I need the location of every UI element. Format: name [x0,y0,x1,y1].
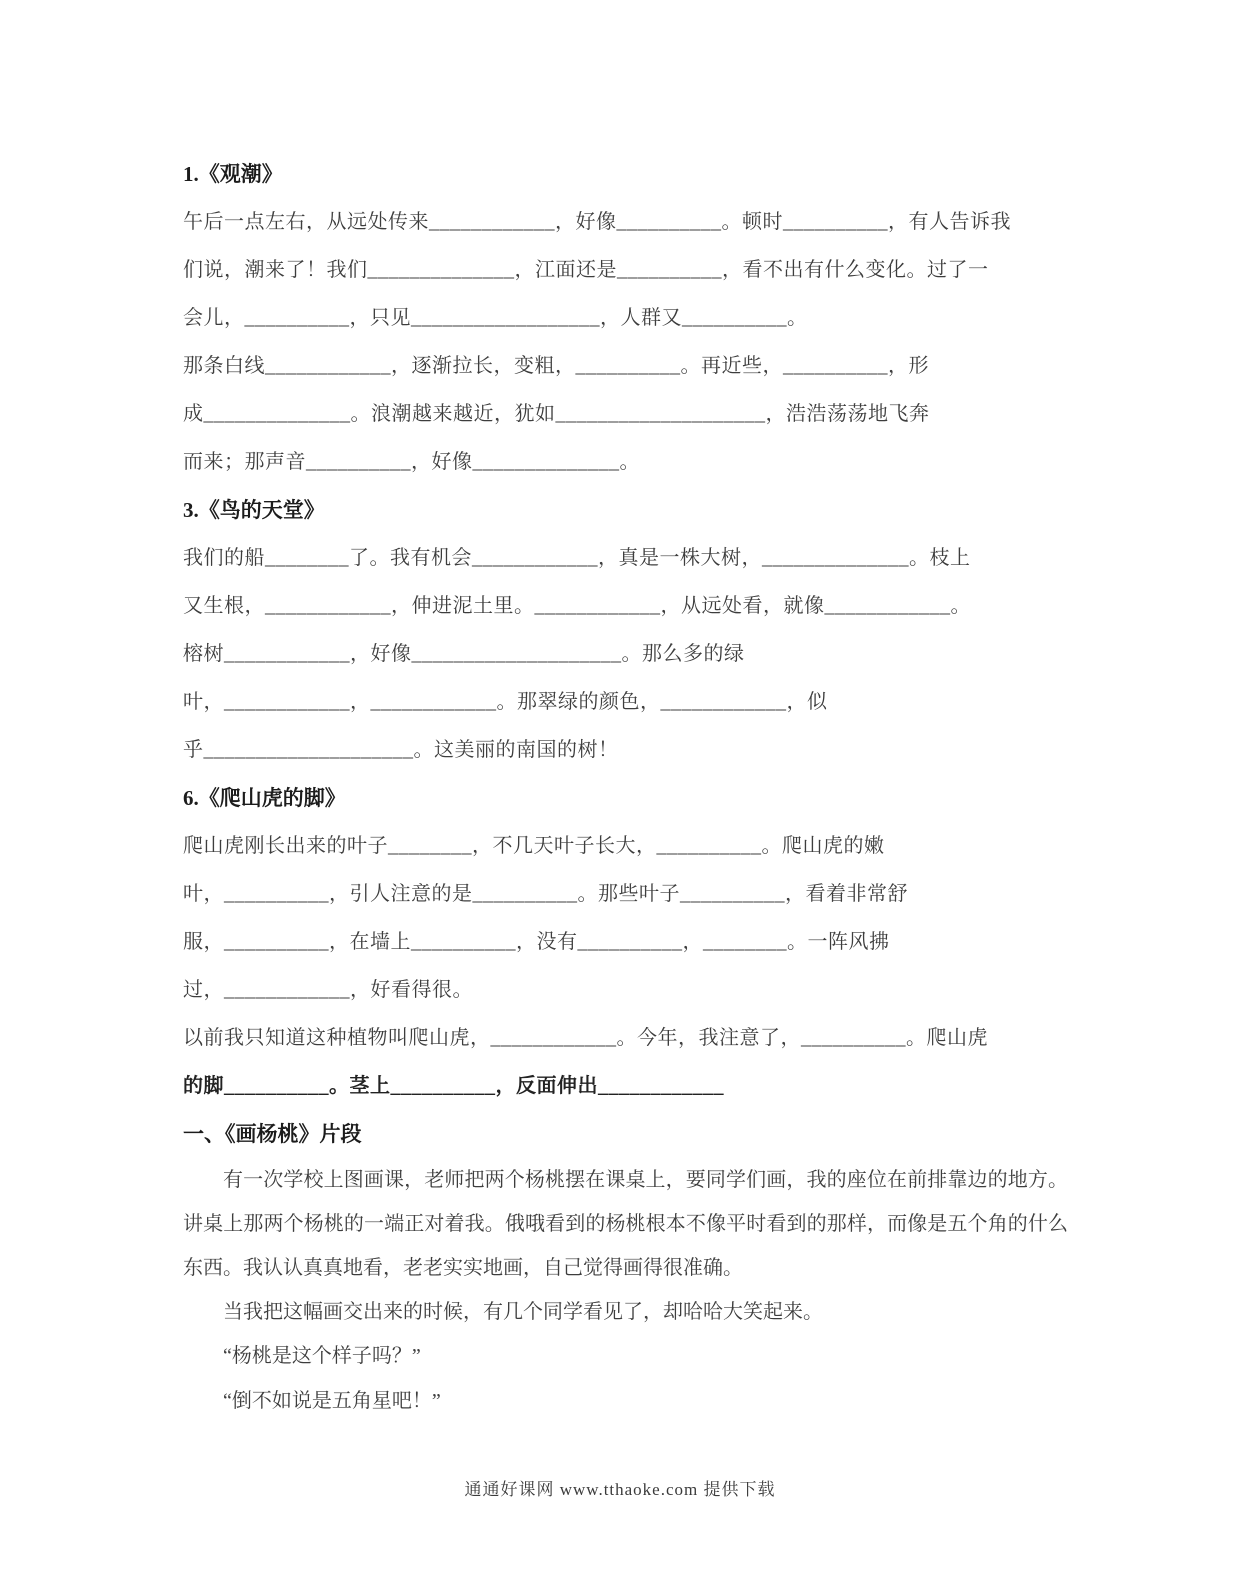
fill-line: 爬山虎刚长出来的叶子________，不几天叶子长大，__________。爬山虎的嫩 [183,835,885,857]
fill-line-bold: 的脚__________。茎上__________，反面伸出____________ [183,1075,724,1097]
fill-line: 那条白线____________，逐渐拉长，变粗，__________。再近些，__________，形 [183,355,929,377]
huayangtao-quote: “倒不如说是五角星吧！” [223,1390,441,1412]
fill-line: 服，__________，在墙上__________，没有__________，________。一阵风拂 [183,931,890,953]
huayangtao-paragraph: 有一次学校上图画课，老师把两个杨桃摆在课桌上，要同学们画，我的座位在前排靠边的地方。讲桌上那两个杨桃的一端正对着我。俄哦看到的杨桃根本不像平时看到的那样，而像是五个角的什么东西。我认认真真地看，老老实实地画，自己觉得画得很准确。 [183,1169,1068,1279]
fill-line: 叶，____________，____________。那翠绿的颜色，____________，似 [183,691,828,713]
fill-line: 我们的船________了。我有机会____________，真是一株大树，______________。枝上 [183,547,971,569]
fill-line: 又生根，____________，伸进泥土里。____________，从远处看，就像____________。 [183,595,971,617]
fill-line: 乎____________________。这美丽的南国的树！ [183,739,619,761]
huayangtao-quote: “杨桃是这个样子吗？” [223,1345,421,1367]
fill-line: 过，____________，好看得很。 [183,979,473,1001]
fill-line: 们说，潮来了！我们______________，江面还是__________，看不出有什么变化。过了一 [183,259,989,281]
section-huayangtao-heading: 一、《画杨桃》片段 [183,1122,362,1146]
page-footer: 通通好课网 www.tthaoke.com 提供下载 [464,1480,776,1499]
fill-line: 以前我只知道这种植物叫爬山虎，____________。今年，我注意了，__________。爬山虎 [183,1027,988,1049]
fill-line: 叶，__________，引人注意的是__________。那些叶子__________，看着非常舒 [183,883,908,905]
fill-line: 成______________。浪潮越来越近，犹如____________________，浩浩荡荡地飞奔 [183,403,930,425]
fill-line: 会儿，__________，只见__________________，人群又__________。 [183,307,808,329]
section-niaodetiantang-heading: 3.《鸟的天堂》 [183,498,325,522]
fill-line: 而来；那声音__________，好像______________。 [183,451,640,473]
huayangtao-paragraph: 当我把这幅画交出来的时候，有几个同学看见了，却哈哈大笑起来。 [223,1301,823,1323]
section-guanchao-heading: 1.《观潮》 [183,162,283,186]
section-pashanhu-heading: 6.《爬山虎的脚》 [183,786,346,810]
fill-line: 午后一点左右，从远处传来____________，好像__________。顿时__________，有人告诉我 [183,211,1011,233]
fill-line: 榕树____________，好像____________________。那么多的绿 [183,643,745,665]
